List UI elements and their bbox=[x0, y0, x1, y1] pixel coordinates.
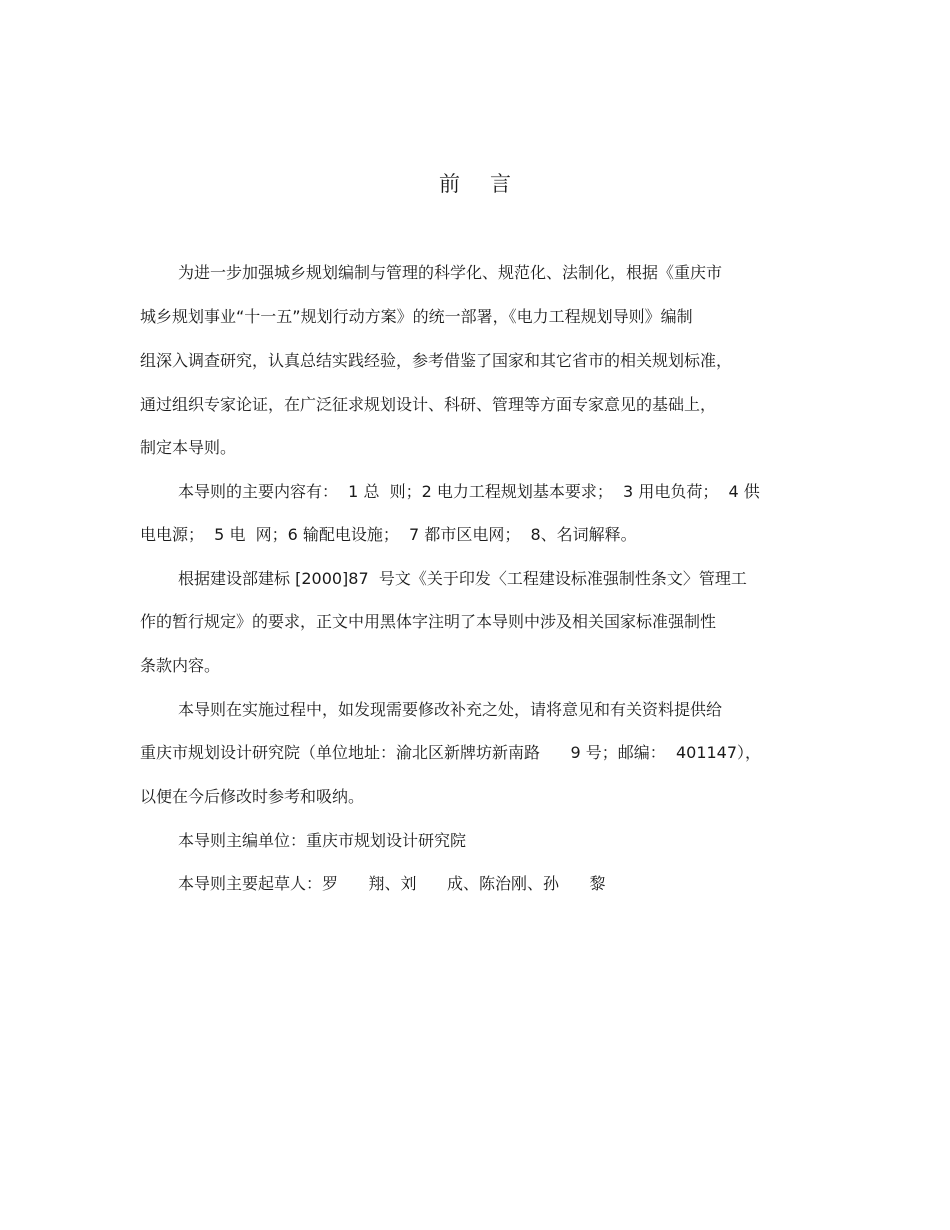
paragraph-3-line-2: 作的暂行规定》的要求，正文中用黑体字注明了本导则中涉及相关国家标准强制性 bbox=[140, 612, 717, 631]
paragraph-1-line-3: 组深入调查研究，认真总结实践经验，参考借鉴了国家和其它省市的相关规划标准， bbox=[140, 351, 733, 370]
paragraph-1-line-1: 为进一步加强城乡规划编制与管理的科学化、规范化、法制化，根据《重庆市 bbox=[178, 263, 723, 282]
paragraph-3-line-1: 根据建设部建标 [2000]87 号文《关于印发〈工程建设标准强制性条文〉管理工 bbox=[178, 569, 747, 588]
paragraph-4-line-1: 本导则在实施过程中，如发现需要修改补充之处，请将意见和有关资料提供给 bbox=[178, 700, 723, 719]
page-title-left: 前 bbox=[439, 172, 460, 196]
paragraph-1-line-5: 制定本导则。 bbox=[140, 438, 237, 457]
paragraph-3-line-3: 条款内容。 bbox=[140, 656, 221, 675]
editor-unit-line: 本导则主编单位：重庆市规划设计研究院 bbox=[178, 831, 467, 850]
paragraph-1-line-4: 通过组织专家论证，在广泛征求规划设计、科研、管理等方面专家意见的基础上， bbox=[140, 395, 717, 414]
drafters-line: 本导则主要起草人：罗 翔、刘 成、陈治刚、孙 黎 bbox=[178, 874, 606, 893]
paragraph-4-line-3: 以便在今后修改时参考和吸纳。 bbox=[140, 787, 365, 806]
paragraph-1-line-2: 城乡规划事业“十一五”规划行动方案》的统一部署，《电力工程规划导则》编制 bbox=[140, 307, 693, 326]
page-title-right: 言 bbox=[490, 172, 511, 196]
paragraph-2-line-2: 电电源； 5 电 网；6 输配电设施； 7 都市区电网； 8、名词解释。 bbox=[140, 525, 637, 544]
page-title bbox=[0, 170, 950, 198]
paragraph-2-line-1: 本导则的主要内容有： 1 总 则；2 电力工程规划基本要求； 3 用电负荷； 4 供 bbox=[178, 482, 760, 501]
paragraph-4-line-2: 重庆市规划设计研究院（单位地址：渝北区新牌坊新南路 9 号；邮编： 401147）， bbox=[140, 743, 762, 762]
